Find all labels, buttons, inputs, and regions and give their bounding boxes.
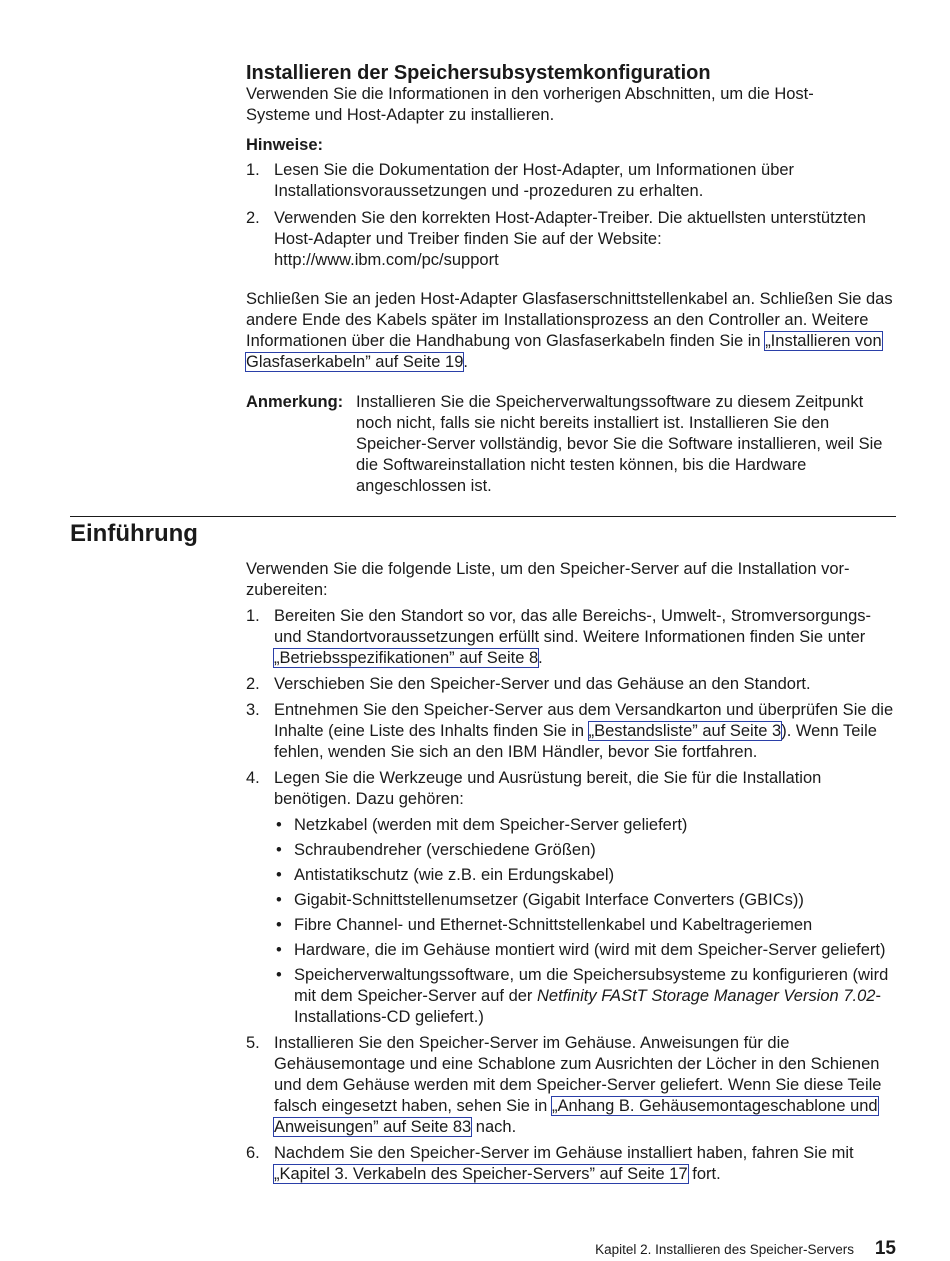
list-item: [246, 1143, 898, 1185]
cable-paragraph: [246, 289, 898, 373]
bullet-item: [274, 865, 898, 886]
list-item: [246, 160, 888, 202]
link-bestandsliste[interactable]: „Bestandsliste” auf Seite 3: [588, 722, 782, 740]
link-kapitel-3[interactable]: „Kapitel 3. Verkabeln des Speicher-Servers” auf Seite 17: [274, 1165, 688, 1183]
link-betriebsspezifikationen[interactable]: „Betriebsspezifikationen” auf Seite 8: [274, 649, 539, 667]
bullet-dot: •: [276, 966, 282, 984]
list-text: Lesen Sie die Dokumentation der Host-Adapter, um Informationen über Installationsvoraussetzungen und -prozeduren zu erhalten.: [274, 161, 795, 200]
list-text: Verschieben Sie den Speicher-Server und das Gehäuse an den Standort.: [274, 675, 811, 693]
list-text-end: fort.: [687, 1165, 721, 1183]
list-number: 1.: [246, 607, 260, 625]
list-text: Bereiten Sie den Standort so vor, das alle Bereichs-, Umwelt-, Stromversorgungs- und Standortvoraussetzungen erfüllt sind. Weitere Informationen finden Sie unter: [274, 607, 872, 646]
link-glasfaserkabel[interactable]: „Installieren von Glasfaserkabeln” auf Seite 19: [246, 332, 882, 371]
bullet-text: Hardware, die im Gehäuse montiert wird (wird mit dem Speicher-Server geliefert): [294, 941, 886, 959]
list-text-end: ). Wenn Teile fehlen, wenden Sie sich an den IBM Händler, bevor Sie fortfahren.: [274, 722, 877, 761]
list-text: Entnehmen Sie den Speicher-Server aus dem Versandkarton und überprüfen Sie die Inhalte (eine Liste des Inhalts finden Sie in: [274, 701, 894, 740]
bullet-dot: •: [276, 816, 282, 834]
list-number: 6.: [246, 1144, 260, 1162]
bullet-item: [274, 915, 898, 936]
footer-chapter-label: Kapitel 2. Installieren des Speicher-Servers: [595, 1242, 854, 1257]
list-text: Nachdem Sie den Speicher-Server im Gehäuse installiert haben, fahren Sie mit: [274, 1144, 854, 1162]
list-number: 3.: [246, 701, 260, 719]
bullet-emphasis: Netfinity FAStT Storage Manager Version 7.02: [537, 987, 876, 1005]
bullet-item: [274, 890, 898, 911]
list-number: 4.: [246, 769, 260, 787]
list-item: [246, 1033, 898, 1138]
tools-list: [274, 815, 898, 1028]
notes-heading: Hinweise:: [246, 136, 324, 154]
section-intro: Verwenden Sie die Informationen in den vorherigen Abschnitten, um die Host-Systeme und Host-Adapter zu installieren.: [246, 85, 814, 124]
chapter-heading: Einführung: [70, 520, 198, 547]
bullet-item: [274, 965, 898, 1028]
list-number: 2.: [246, 209, 260, 227]
bullet-text: Gigabit-Schnittstellenumsetzer (Gigabit Interface Converters (GBICs)): [294, 891, 804, 909]
page-number: 15: [874, 1238, 896, 1259]
note-text: Installieren Sie die Speicherverwaltungssoftware zu diesem Zeitpunkt noch nicht, falls sie nicht bereits installiert ist. Installieren Sie den Speicher-Server vollständig, bevor Sie die Software installieren, weil Sie die Softwareinstallation nicht testen können, bis die Hardware angeschlossen ist.: [356, 393, 883, 495]
bullet-text: Fibre Channel- und Ethernet-Schnittstellenkabel und Kabeltrageriemen: [294, 916, 813, 934]
list-text: Legen Sie die Werkzeuge und Ausrüstung bereit, die Sie für die Installation benötigen. Dazu gehören:: [274, 769, 822, 808]
list-item: [246, 768, 898, 1028]
bullet-dot: •: [276, 916, 282, 934]
list-number: 1.: [246, 161, 260, 179]
list-text-end: nach.: [471, 1118, 517, 1136]
list-text: Installieren Sie den Speicher-Server im Gehäuse. Anweisungen für die Gehäusemontage und eine Schablone zum Ausrichten der Löcher in den Schienen und dem Gehäuse werden mit dem Speicher-Server geliefert. Wenn Sie diese Teile falsch eingesetzt haben, sehen Sie in: [274, 1034, 882, 1115]
list-item: [246, 606, 898, 669]
link-anhang-b[interactable]: „Anhang B. Gehäusemontageschablone und Anweisungen” auf Seite 83: [274, 1097, 878, 1136]
bullet-item: [274, 815, 898, 836]
bullet-text: Netzkabel (werden mit dem Speicher-Server geliefert): [294, 816, 688, 834]
bullet-text: Antistatikschutz (wie z.B. ein Erdungskabel): [294, 866, 615, 884]
list-item: [246, 700, 898, 763]
bullet-text: Schraubendreher (verschiedene Größen): [294, 841, 596, 859]
note-label: Anmerkung:: [246, 393, 344, 411]
list-item: [246, 208, 888, 271]
chapter-intro: Verwenden Sie die folgende Liste, um den Speicher-Server auf die Installation vorzubereiten:: [246, 560, 850, 599]
list-number: 2.: [246, 675, 260, 693]
notes-list: [246, 160, 888, 277]
bullet-dot: •: [276, 891, 282, 909]
bullet-text-end: -Installations-CD geliefert.): [294, 987, 881, 1026]
list-number: 5.: [246, 1034, 260, 1052]
list-text: Verwenden Sie den korrekten Host-Adapter-Treiber. Die aktuellsten unterstützten Host-Adapter und Treiber finden Sie auf der Website: http://www.ibm.com/pc/support: [274, 209, 866, 269]
bullet-item: [274, 940, 898, 961]
steps-list: [246, 606, 898, 1190]
list-text-end: .: [538, 649, 543, 667]
list-item: [246, 674, 898, 695]
chapter-divider: [70, 516, 896, 517]
section-heading: Installieren der Speichersubsystemkonfiguration: [246, 62, 711, 84]
paragraph-text: Schließen Sie an jeden Host-Adapter Glasfaserschnittstellenkabel an. Schließen Sie das andere Ende des Kabels später im Installationsprozess an den Controller an. Weitere Informationen über die Handhabung von Glasfaserkabeln finden Sie in: [246, 290, 893, 350]
bullet-dot: •: [276, 941, 282, 959]
bullet-text: Speicherverwaltungssoftware, um die Speichersubsysteme zu konfigurieren (wird mit dem Speicher-Server auf der: [294, 966, 889, 1005]
paragraph-text-end: .: [463, 353, 468, 371]
bullet-item: [274, 840, 898, 861]
bullet-dot: •: [276, 866, 282, 884]
bullet-dot: •: [276, 841, 282, 859]
